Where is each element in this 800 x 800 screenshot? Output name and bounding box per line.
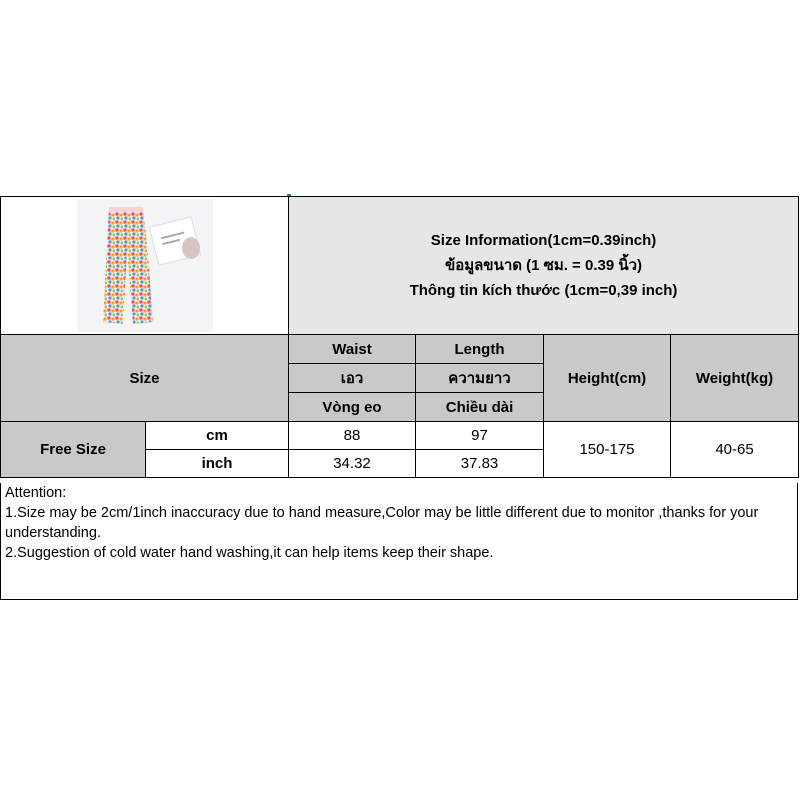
- header-row: [1, 197, 799, 335]
- column-header-row-1: [1, 335, 799, 364]
- weight-value: 40-65: [671, 422, 799, 478]
- flower-decoration: [182, 237, 200, 259]
- length-header-vi: Chiều dài: [416, 393, 544, 422]
- waist-header-en: Waist: [289, 335, 416, 364]
- length-inch-value: 37.83: [416, 450, 544, 478]
- waist-header-th: เอว: [289, 364, 416, 393]
- unit-inch: inch: [146, 450, 289, 478]
- free-size-label: Free Size: [1, 422, 146, 478]
- size-heading: Size: [1, 335, 289, 422]
- waist-cm-value: 88: [289, 422, 416, 450]
- pants-illustration: [99, 204, 155, 326]
- attention-note-1: 1.Size may be 2cm/1inch inaccuracy due to hand measure,Color may be little different due to monitor ,thanks for your understanding.: [5, 505, 759, 541]
- unit-cm: cm: [146, 422, 289, 450]
- size-info-thai: ข้อมูลขนาด (1 ซม. = 0.39 นิ้ว): [444, 257, 643, 274]
- size-table: [0, 196, 799, 478]
- length-header-th: ความยาว: [416, 364, 544, 393]
- weight-header: Weight(kg): [671, 335, 799, 422]
- product-photo-cell: [1, 197, 289, 335]
- height-value: 150-175: [544, 422, 671, 478]
- height-header: Height(cm): [544, 335, 671, 422]
- table-row-cm: [1, 422, 799, 450]
- size-info-english: Size Information(1cm=0.39inch): [430, 232, 657, 249]
- attention-note-2: 2.Suggestion of cold water hand washing,it can help items keep their shape.: [5, 545, 494, 561]
- waist-inch-value: 34.32: [289, 450, 416, 478]
- size-chart: [0, 196, 798, 602]
- size-info-vietnamese: Thông tin kích thước (1cm=0,39 inch): [409, 282, 678, 299]
- attention-title: Attention:: [5, 485, 67, 501]
- product-photo: [77, 199, 213, 332]
- length-cm-value: 97: [416, 422, 544, 450]
- length-header-en: Length: [416, 335, 544, 364]
- size-information-cell: [289, 197, 799, 335]
- waist-header-vi: Vòng eo: [289, 393, 416, 422]
- attention-notes: [0, 483, 798, 600]
